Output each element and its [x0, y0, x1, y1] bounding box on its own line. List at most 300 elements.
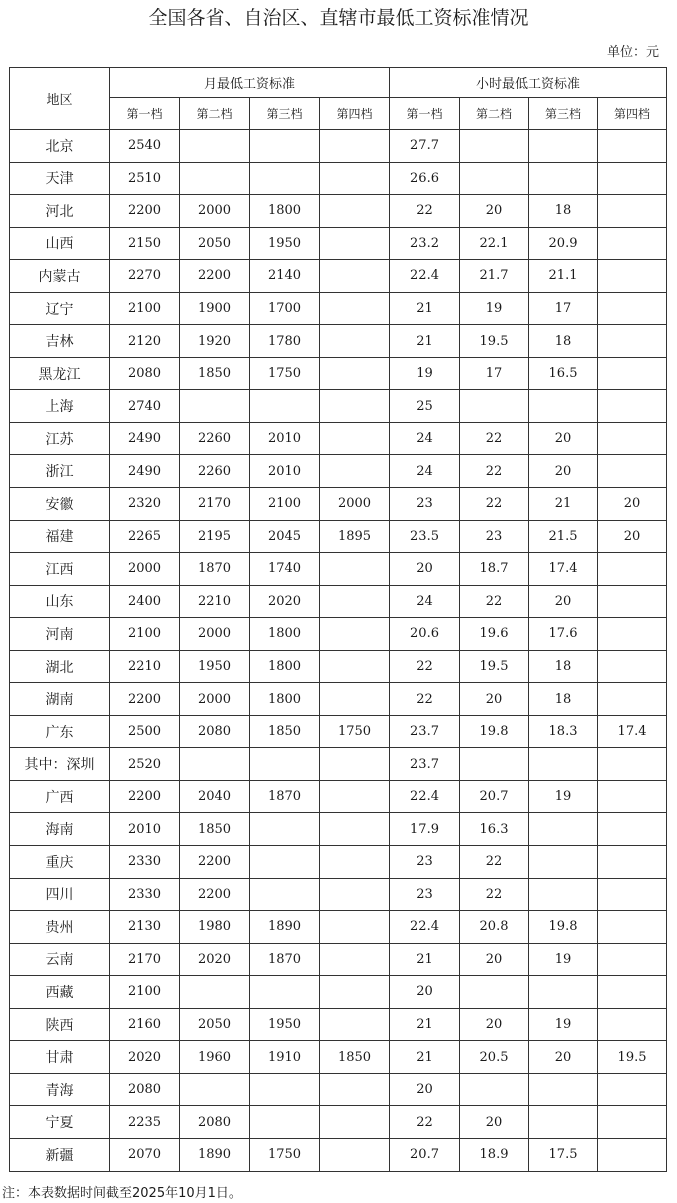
monthly-tier-3-cell: 1800: [250, 650, 320, 683]
monthly-tier-1-cell: 2265: [110, 520, 180, 553]
hourly-tier-4-header: 第四档: [598, 98, 667, 130]
monthly-tier-1-cell: 2000: [110, 553, 180, 586]
monthly-tier-4-cell: [320, 683, 390, 716]
region-cell: 其中：深圳: [10, 748, 110, 781]
monthly-tier-4-cell: 1895: [320, 520, 390, 553]
monthly-tier-1-cell: 2010: [110, 813, 180, 846]
monthly-tier-1-cell: 2520: [110, 748, 180, 781]
monthly-tier-1-cell: 2100: [110, 292, 180, 325]
hourly-tier-2-cell: 20: [460, 943, 529, 976]
table-row: [10, 1008, 667, 1041]
hourly-tier-4-cell: [598, 390, 667, 423]
monthly-tier-2-cell: 1850: [180, 813, 250, 846]
hourly-tier-3-cell: [529, 162, 598, 195]
region-cell: 山西: [10, 227, 110, 260]
monthly-tier-4-cell: [320, 553, 390, 586]
hourly-tier-1-header: 第一档: [390, 98, 460, 130]
monthly-tier-2-cell: 2260: [180, 455, 250, 488]
region-cell: 福建: [10, 520, 110, 553]
monthly-tier-4-cell: [320, 455, 390, 488]
table-row: [10, 260, 667, 293]
hourly-tier-1-cell: 21: [390, 1041, 460, 1074]
hourly-tier-2-cell: 19.8: [460, 715, 529, 748]
monthly-tier-2-cell: 2210: [180, 585, 250, 618]
region-cell: 河北: [10, 195, 110, 228]
hourly-tier-1-cell: 21: [390, 292, 460, 325]
hourly-tier-4-cell: [598, 162, 667, 195]
hourly-tier-3-cell: 20: [529, 455, 598, 488]
monthly-tier-2-cell: 2080: [180, 1106, 250, 1139]
region-cell: 江西: [10, 553, 110, 586]
monthly-tier-1-cell: 2200: [110, 683, 180, 716]
monthly-tier-3-cell: [250, 748, 320, 781]
hourly-tier-3-cell: [529, 976, 598, 1009]
monthly-tier-4-cell: [320, 780, 390, 813]
hourly-tier-4-cell: [598, 1073, 667, 1106]
hourly-tier-4-cell: [598, 846, 667, 879]
table-row: [10, 846, 667, 879]
hourly-tier-2-cell: 22: [460, 846, 529, 879]
hourly-tier-3-cell: 17: [529, 292, 598, 325]
monthly-tier-2-cell: 2050: [180, 227, 250, 260]
monthly-tier-3-cell: [250, 846, 320, 879]
monthly-tier-1-cell: 2510: [110, 162, 180, 195]
monthly-tier-3-cell: [250, 1106, 320, 1139]
hourly-tier-1-cell: 17.9: [390, 813, 460, 846]
hourly-tier-1-cell: 27.7: [390, 130, 460, 163]
hourly-tier-4-cell: 19.5: [598, 1041, 667, 1074]
hourly-tier-3-cell: 18: [529, 195, 598, 228]
hourly-tier-1-cell: 20.7: [390, 1138, 460, 1171]
table-row: [10, 1073, 667, 1106]
table-row: [10, 943, 667, 976]
monthly-tier-3-cell: 1800: [250, 618, 320, 651]
monthly-tier-1-cell: 2020: [110, 1041, 180, 1074]
hourly-tier-1-cell: 23: [390, 878, 460, 911]
monthly-tier-2-cell: 2000: [180, 618, 250, 651]
hourly-tier-4-cell: [598, 1008, 667, 1041]
monthly-tier-2-cell: [180, 390, 250, 423]
monthly-tier-3-cell: 2010: [250, 455, 320, 488]
table-row: [10, 1106, 667, 1139]
hourly-tier-2-cell: 20.8: [460, 911, 529, 944]
monthly-tier-1-cell: 2100: [110, 976, 180, 1009]
monthly-tier-1-cell: 2235: [110, 1106, 180, 1139]
hourly-header: 小时最低工资标准: [390, 68, 667, 98]
monthly-tier-3-cell: 1750: [250, 357, 320, 390]
monthly-tier-4-cell: [320, 390, 390, 423]
monthly-tier-2-cell: 2200: [180, 878, 250, 911]
region-cell: 重庆: [10, 846, 110, 879]
monthly-tier-4-cell: 1850: [320, 1041, 390, 1074]
monthly-tier-3-cell: 2020: [250, 585, 320, 618]
hourly-tier-2-cell: 18.9: [460, 1138, 529, 1171]
hourly-tier-4-cell: [598, 195, 667, 228]
monthly-tier-3-cell: 1870: [250, 780, 320, 813]
region-cell: 吉林: [10, 325, 110, 358]
hourly-tier-2-cell: 20: [460, 195, 529, 228]
hourly-tier-2-cell: 22.1: [460, 227, 529, 260]
hourly-tier-3-cell: 17.6: [529, 618, 598, 651]
hourly-tier-2-cell: [460, 976, 529, 1009]
monthly-tier-2-cell: 2000: [180, 683, 250, 716]
hourly-tier-4-cell: [598, 130, 667, 163]
monthly-tier-3-cell: 2010: [250, 422, 320, 455]
monthly-tier-2-cell: [180, 130, 250, 163]
hourly-tier-2-cell: 19.5: [460, 325, 529, 358]
hourly-tier-1-cell: 22: [390, 683, 460, 716]
monthly-tier-4-cell: [320, 195, 390, 228]
table-row: [10, 813, 667, 846]
monthly-tier-3-cell: [250, 813, 320, 846]
hourly-tier-3-cell: [529, 130, 598, 163]
monthly-tier-4-cell: [320, 1138, 390, 1171]
table-row: [10, 162, 667, 195]
monthly-tier-2-cell: [180, 162, 250, 195]
monthly-tier-1-cell: 2490: [110, 422, 180, 455]
region-cell: 甘肃: [10, 1041, 110, 1074]
region-cell: 宁夏: [10, 1106, 110, 1139]
hourly-tier-4-cell: [598, 1106, 667, 1139]
hourly-tier-4-cell: [598, 325, 667, 358]
hourly-tier-4-cell: [598, 1138, 667, 1171]
monthly-tier-3-cell: 1870: [250, 943, 320, 976]
hourly-tier-3-cell: 18: [529, 650, 598, 683]
region-cell: 内蒙古: [10, 260, 110, 293]
monthly-tier-3-cell: [250, 1073, 320, 1106]
hourly-tier-2-cell: 18.7: [460, 553, 529, 586]
hourly-tier-3-cell: 20: [529, 1041, 598, 1074]
hourly-tier-2-header: 第二档: [460, 98, 529, 130]
hourly-tier-1-cell: 22.4: [390, 780, 460, 813]
hourly-tier-3-cell: 16.5: [529, 357, 598, 390]
hourly-tier-3-cell: 18: [529, 325, 598, 358]
monthly-tier-1-cell: 2170: [110, 943, 180, 976]
hourly-tier-3-cell: 19: [529, 1008, 598, 1041]
monthly-tier-2-cell: 2050: [180, 1008, 250, 1041]
monthly-tier-3-cell: 2140: [250, 260, 320, 293]
monthly-tier-2-cell: [180, 976, 250, 1009]
monthly-tier-4-header: 第四档: [320, 98, 390, 130]
hourly-tier-4-cell: [598, 422, 667, 455]
hourly-tier-3-cell: 18: [529, 683, 598, 716]
hourly-tier-3-cell: [529, 813, 598, 846]
hourly-tier-1-cell: 21: [390, 943, 460, 976]
hourly-tier-2-cell: 22: [460, 488, 529, 521]
region-cell: 云南: [10, 943, 110, 976]
hourly-tier-3-cell: [529, 846, 598, 879]
monthly-tier-3-cell: 1780: [250, 325, 320, 358]
region-cell: 浙江: [10, 455, 110, 488]
table-row: [10, 1138, 667, 1171]
monthly-tier-3-cell: 1700: [250, 292, 320, 325]
hourly-tier-3-cell: 21.1: [529, 260, 598, 293]
hourly-tier-2-cell: [460, 1073, 529, 1106]
monthly-tier-1-cell: 2320: [110, 488, 180, 521]
table-row: [10, 455, 667, 488]
monthly-tier-2-cell: 2020: [180, 943, 250, 976]
minimum-wage-table: [9, 67, 667, 1172]
monthly-tier-4-cell: [320, 878, 390, 911]
table-row: [10, 227, 667, 260]
hourly-tier-4-cell: [598, 227, 667, 260]
hourly-tier-3-cell: 17.4: [529, 553, 598, 586]
monthly-tier-3-cell: 1800: [250, 195, 320, 228]
hourly-tier-1-cell: 22: [390, 195, 460, 228]
monthly-tier-1-cell: 2330: [110, 846, 180, 879]
table-row: [10, 422, 667, 455]
hourly-tier-2-cell: 22: [460, 422, 529, 455]
table-row: [10, 390, 667, 423]
table-row: [10, 976, 667, 1009]
monthly-tier-4-cell: [320, 1106, 390, 1139]
region-cell: 北京: [10, 130, 110, 163]
monthly-tier-1-cell: 2100: [110, 618, 180, 651]
monthly-tier-4-cell: [320, 813, 390, 846]
monthly-tier-3-cell: 2100: [250, 488, 320, 521]
hourly-tier-3-cell: [529, 1073, 598, 1106]
table-row: [10, 585, 667, 618]
monthly-tier-4-cell: [320, 357, 390, 390]
monthly-tier-1-cell: 2490: [110, 455, 180, 488]
monthly-tier-1-cell: 2070: [110, 1138, 180, 1171]
unit-label: 单位：元: [606, 45, 659, 60]
hourly-tier-2-cell: 23: [460, 520, 529, 553]
hourly-tier-4-cell: [598, 911, 667, 944]
hourly-tier-2-cell: 17: [460, 357, 529, 390]
hourly-tier-2-cell: 20: [460, 1008, 529, 1041]
region-cell: 四川: [10, 878, 110, 911]
hourly-tier-2-cell: [460, 130, 529, 163]
table-row: [10, 780, 667, 813]
monthly-tier-4-cell: [320, 650, 390, 683]
region-cell: 广西: [10, 780, 110, 813]
hourly-tier-2-cell: 22: [460, 585, 529, 618]
document-title: 全国各省、自治区、直辖市最低工资标准情况: [148, 7, 529, 29]
region-cell: 天津: [10, 162, 110, 195]
monthly-tier-1-header: 第一档: [110, 98, 180, 130]
monthly-tier-4-cell: 2000: [320, 488, 390, 521]
hourly-tier-3-cell: 19: [529, 943, 598, 976]
monthly-tier-2-cell: 1980: [180, 911, 250, 944]
monthly-tier-3-cell: 1800: [250, 683, 320, 716]
hourly-tier-4-cell: [598, 292, 667, 325]
hourly-tier-1-cell: 22: [390, 1106, 460, 1139]
monthly-tier-1-cell: 2500: [110, 715, 180, 748]
monthly-tier-2-cell: 2000: [180, 195, 250, 228]
hourly-tier-2-cell: 20.5: [460, 1041, 529, 1074]
region-cell: 河南: [10, 618, 110, 651]
monthly-tier-4-cell: [320, 748, 390, 781]
hourly-tier-4-cell: 20: [598, 520, 667, 553]
hourly-tier-3-cell: 19.8: [529, 911, 598, 944]
hourly-tier-1-cell: 25: [390, 390, 460, 423]
monthly-tier-4-cell: [320, 422, 390, 455]
hourly-tier-2-cell: 19: [460, 292, 529, 325]
table-row: [10, 130, 667, 163]
region-cell: 青海: [10, 1073, 110, 1106]
hourly-tier-1-cell: 26.6: [390, 162, 460, 195]
monthly-tier-4-cell: [320, 1008, 390, 1041]
monthly-tier-1-cell: 2200: [110, 780, 180, 813]
hourly-tier-4-cell: [598, 813, 667, 846]
monthly-tier-4-cell: [320, 846, 390, 879]
hourly-tier-4-cell: [598, 260, 667, 293]
region-cell: 湖北: [10, 650, 110, 683]
hourly-tier-4-cell: [598, 585, 667, 618]
monthly-tier-3-cell: 1910: [250, 1041, 320, 1074]
hourly-tier-3-cell: [529, 1106, 598, 1139]
hourly-tier-1-cell: 21: [390, 325, 460, 358]
monthly-tier-4-cell: [320, 260, 390, 293]
table-row: [10, 1041, 667, 1074]
monthly-tier-4-cell: [320, 325, 390, 358]
hourly-tier-4-cell: 20: [598, 488, 667, 521]
region-cell: 海南: [10, 813, 110, 846]
monthly-tier-1-cell: 2160: [110, 1008, 180, 1041]
monthly-tier-2-header: 第二档: [180, 98, 250, 130]
monthly-tier-2-cell: 2260: [180, 422, 250, 455]
monthly-tier-4-cell: [320, 227, 390, 260]
monthly-tier-4-cell: [320, 943, 390, 976]
hourly-tier-3-cell: 19: [529, 780, 598, 813]
region-cell: 西藏: [10, 976, 110, 1009]
hourly-tier-4-cell: [598, 650, 667, 683]
monthly-tier-2-cell: 1870: [180, 553, 250, 586]
hourly-tier-3-header: 第三档: [529, 98, 598, 130]
monthly-tier-4-cell: [320, 976, 390, 1009]
monthly-tier-3-cell: 1890: [250, 911, 320, 944]
hourly-tier-1-cell: 21: [390, 1008, 460, 1041]
hourly-tier-1-cell: 20.6: [390, 618, 460, 651]
monthly-header: 月最低工资标准: [110, 68, 390, 98]
monthly-tier-2-cell: 1890: [180, 1138, 250, 1171]
monthly-tier-1-cell: 2210: [110, 650, 180, 683]
monthly-tier-3-cell: [250, 976, 320, 1009]
hourly-tier-1-cell: 20: [390, 976, 460, 1009]
hourly-tier-3-cell: [529, 878, 598, 911]
monthly-tier-2-cell: 2040: [180, 780, 250, 813]
region-cell: 上海: [10, 390, 110, 423]
monthly-tier-3-cell: 1950: [250, 1008, 320, 1041]
region-cell: 黑龙江: [10, 357, 110, 390]
monthly-tier-2-cell: 1900: [180, 292, 250, 325]
table-row: [10, 292, 667, 325]
monthly-tier-3-cell: [250, 162, 320, 195]
monthly-tier-3-cell: [250, 390, 320, 423]
header-row-top: [10, 68, 667, 98]
hourly-tier-1-cell: 23.2: [390, 227, 460, 260]
monthly-tier-4-cell: [320, 1073, 390, 1106]
table-row: [10, 748, 667, 781]
region-cell: 陕西: [10, 1008, 110, 1041]
monthly-tier-1-cell: 2270: [110, 260, 180, 293]
footnote: 注：本表数据时间截至2025年10月1日。: [2, 1186, 242, 1201]
monthly-tier-3-cell: 1740: [250, 553, 320, 586]
monthly-tier-4-cell: [320, 162, 390, 195]
hourly-tier-1-cell: 24: [390, 585, 460, 618]
hourly-tier-1-cell: 24: [390, 455, 460, 488]
table-row: [10, 878, 667, 911]
hourly-tier-2-cell: 22: [460, 455, 529, 488]
region-cell: 辽宁: [10, 292, 110, 325]
hourly-tier-1-cell: 23: [390, 488, 460, 521]
hourly-tier-2-cell: 20: [460, 1106, 529, 1139]
hourly-tier-1-cell: 23: [390, 846, 460, 879]
hourly-tier-2-cell: [460, 748, 529, 781]
monthly-tier-2-cell: 2170: [180, 488, 250, 521]
hourly-tier-1-cell: 22.4: [390, 260, 460, 293]
region-cell: 山东: [10, 585, 110, 618]
table-body: [10, 130, 667, 1172]
hourly-tier-2-cell: 19.6: [460, 618, 529, 651]
table-row: [10, 618, 667, 651]
monthly-tier-4-cell: [320, 585, 390, 618]
monthly-tier-2-cell: 1960: [180, 1041, 250, 1074]
hourly-tier-3-cell: 21: [529, 488, 598, 521]
monthly-tier-2-cell: 2080: [180, 715, 250, 748]
hourly-tier-4-cell: [598, 683, 667, 716]
hourly-tier-4-cell: [598, 943, 667, 976]
monthly-tier-3-cell: 1950: [250, 227, 320, 260]
hourly-tier-2-cell: 20.7: [460, 780, 529, 813]
table-row: [10, 683, 667, 716]
hourly-tier-2-cell: [460, 390, 529, 423]
monthly-tier-4-cell: 1750: [320, 715, 390, 748]
table-row: [10, 553, 667, 586]
monthly-tier-3-cell: 2045: [250, 520, 320, 553]
hourly-tier-2-cell: 20: [460, 683, 529, 716]
hourly-tier-1-cell: 19: [390, 357, 460, 390]
hourly-tier-3-cell: 18.3: [529, 715, 598, 748]
hourly-tier-2-cell: 19.5: [460, 650, 529, 683]
monthly-tier-1-cell: 2330: [110, 878, 180, 911]
hourly-tier-2-cell: [460, 162, 529, 195]
monthly-tier-2-cell: 2195: [180, 520, 250, 553]
hourly-tier-2-cell: 16.3: [460, 813, 529, 846]
region-cell: 安徽: [10, 488, 110, 521]
region-header: 地区: [10, 68, 110, 130]
hourly-tier-4-cell: [598, 455, 667, 488]
region-cell: 贵州: [10, 911, 110, 944]
hourly-tier-3-cell: 17.5: [529, 1138, 598, 1171]
region-cell: 江苏: [10, 422, 110, 455]
monthly-tier-1-cell: 2400: [110, 585, 180, 618]
monthly-tier-4-cell: [320, 292, 390, 325]
hourly-tier-1-cell: 24: [390, 422, 460, 455]
monthly-tier-1-cell: 2740: [110, 390, 180, 423]
monthly-tier-2-cell: 2200: [180, 260, 250, 293]
table-row: [10, 715, 667, 748]
hourly-tier-1-cell: 22: [390, 650, 460, 683]
monthly-tier-1-cell: 2200: [110, 195, 180, 228]
monthly-tier-4-cell: [320, 130, 390, 163]
region-cell: 湖南: [10, 683, 110, 716]
hourly-tier-4-cell: [598, 553, 667, 586]
monthly-tier-3-cell: [250, 130, 320, 163]
monthly-tier-1-cell: 2540: [110, 130, 180, 163]
monthly-tier-1-cell: 2130: [110, 911, 180, 944]
monthly-tier-2-cell: 2200: [180, 846, 250, 879]
hourly-tier-2-cell: 22: [460, 878, 529, 911]
hourly-tier-1-cell: 23.7: [390, 715, 460, 748]
hourly-tier-3-cell: 20: [529, 585, 598, 618]
monthly-tier-1-cell: 2120: [110, 325, 180, 358]
hourly-tier-4-cell: [598, 748, 667, 781]
monthly-tier-2-cell: 1920: [180, 325, 250, 358]
hourly-tier-3-cell: 20: [529, 422, 598, 455]
monthly-tier-4-cell: [320, 618, 390, 651]
